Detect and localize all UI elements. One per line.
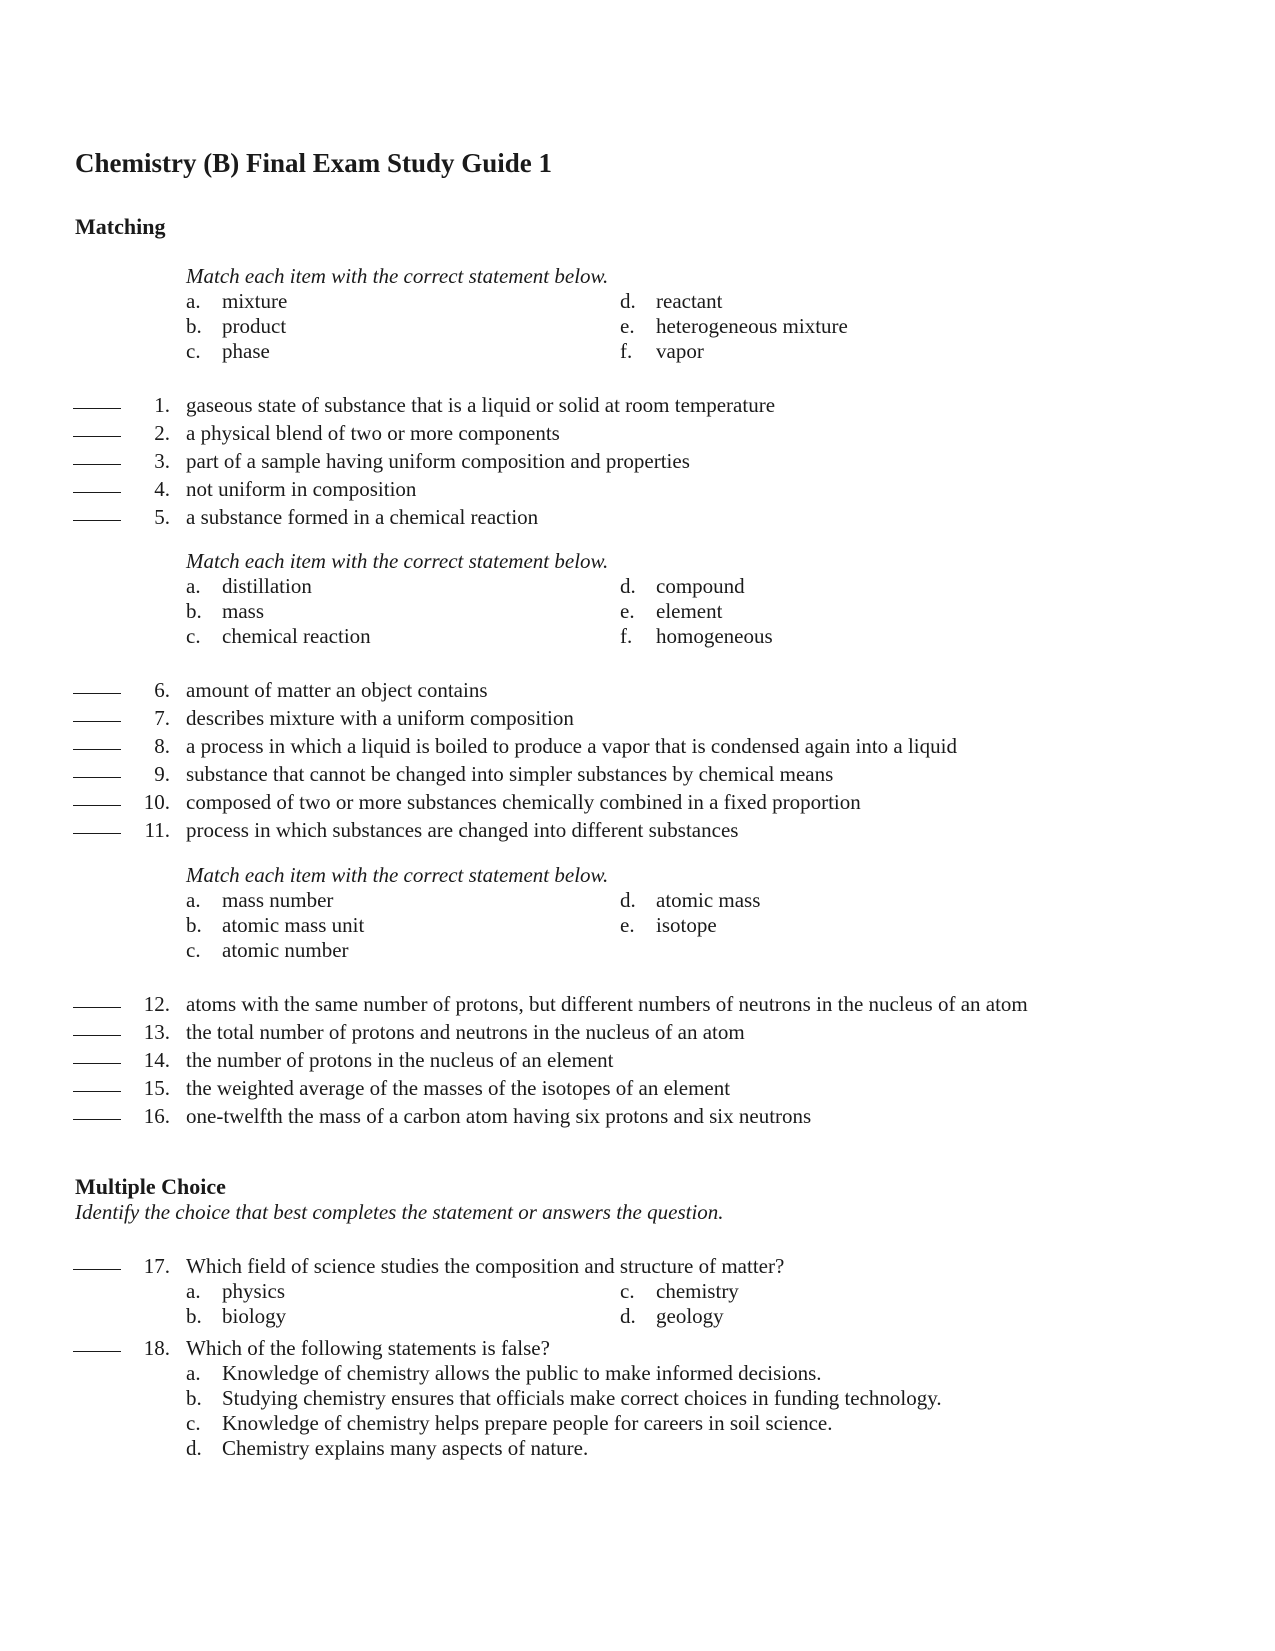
option-letter: d. bbox=[620, 888, 636, 912]
option-letter: d. bbox=[620, 1304, 636, 1328]
question-text: Which of the following statements is false? bbox=[186, 1336, 550, 1360]
question-text: composed of two or more substances chemically combined in a fixed proportion bbox=[186, 790, 861, 814]
option-text: atomic mass bbox=[656, 888, 761, 912]
option-letter: b. bbox=[186, 1386, 202, 1410]
question-text: the weighted average of the masses of the isotopes of an element bbox=[186, 1076, 731, 1100]
question-row bbox=[0, 1102, 1275, 1130]
question-text: gaseous state of substance that is a liquid or solid at room temperature bbox=[186, 393, 776, 417]
option-text: atomic mass unit bbox=[222, 913, 365, 937]
question-row bbox=[0, 704, 1275, 732]
question-text: process in which substances are changed into different substances bbox=[186, 818, 739, 842]
option-letter: b. bbox=[186, 913, 202, 937]
option-text: physics bbox=[222, 1279, 285, 1303]
option-letter: a. bbox=[186, 1279, 201, 1303]
answer-blank[interactable] bbox=[73, 1063, 121, 1064]
question-text: a process in which a liquid is boiled to produce a vapor that is condensed again into a liquid bbox=[186, 734, 957, 758]
option-text: phase bbox=[222, 339, 270, 363]
option-text: chemical reaction bbox=[222, 624, 371, 648]
question-row bbox=[0, 760, 1275, 788]
option-letter: a. bbox=[186, 1361, 201, 1385]
question-number: 3. bbox=[154, 449, 170, 473]
answer-blank[interactable] bbox=[73, 1007, 121, 1008]
question-row bbox=[0, 990, 1275, 1018]
option-letter: b. bbox=[186, 599, 202, 623]
question-number: 13. bbox=[143, 1020, 170, 1044]
answer-blank[interactable] bbox=[73, 464, 121, 465]
option-letter: d. bbox=[620, 574, 636, 598]
question-row bbox=[0, 788, 1275, 816]
answer-blank[interactable] bbox=[73, 436, 121, 437]
question-row bbox=[0, 391, 1275, 419]
option-letter: c. bbox=[186, 1411, 201, 1435]
question-text: the total number of protons and neutrons in the nucleus of an atom bbox=[186, 1020, 745, 1044]
question-text: part of a sample having uniform composition and properties bbox=[186, 449, 690, 473]
option-letter: a. bbox=[186, 888, 201, 912]
option-text: isotope bbox=[656, 913, 717, 937]
option-letter: d. bbox=[186, 1436, 202, 1460]
option-letter: a. bbox=[186, 289, 201, 313]
question-number: 6. bbox=[154, 678, 170, 702]
option-letter: e. bbox=[620, 913, 635, 937]
multiple-choice-instruction: Identify the choice that best completes the statement or answers the question. bbox=[75, 1200, 724, 1224]
answer-blank[interactable] bbox=[73, 1351, 121, 1352]
answer-blank[interactable] bbox=[73, 520, 121, 521]
option-text: mass number bbox=[222, 888, 334, 912]
option-text: product bbox=[222, 314, 287, 338]
option-letter: f. bbox=[620, 339, 633, 363]
option-letter: e. bbox=[620, 314, 635, 338]
question-number: 16. bbox=[143, 1104, 170, 1128]
option-text: Knowledge of chemistry allows the public to make informed decisions. bbox=[222, 1361, 822, 1385]
question-number: 17. bbox=[143, 1254, 170, 1278]
question-number: 1. bbox=[154, 393, 170, 417]
answer-blank[interactable] bbox=[73, 749, 121, 750]
question-text: amount of matter an object contains bbox=[186, 678, 488, 702]
question-text: Which field of science studies the composition and structure of matter? bbox=[186, 1254, 785, 1278]
answer-blank[interactable] bbox=[73, 1091, 121, 1092]
page-title: Chemistry (B) Final Exam Study Guide 1 bbox=[75, 148, 553, 178]
question-number: 9. bbox=[154, 762, 170, 786]
option-text: heterogeneous mixture bbox=[656, 314, 848, 338]
option-text: reactant bbox=[656, 289, 723, 313]
option-text: Knowledge of chemistry helps prepare people for careers in soil science. bbox=[222, 1411, 833, 1435]
answer-blank[interactable] bbox=[73, 777, 121, 778]
question-row bbox=[0, 475, 1275, 503]
question-number: 15. bbox=[143, 1076, 170, 1100]
matching-heading: Matching bbox=[75, 214, 166, 239]
option-text: geology bbox=[656, 1304, 724, 1328]
question-number: 14. bbox=[143, 1048, 170, 1072]
matching-instruction: Match each item with the correct statement below. bbox=[186, 549, 609, 573]
question-number: 5. bbox=[154, 505, 170, 529]
option-letter: b. bbox=[186, 314, 202, 338]
option-letter: e. bbox=[620, 599, 635, 623]
option-letter: c. bbox=[186, 339, 201, 363]
option-letter: d. bbox=[620, 289, 636, 313]
answer-blank[interactable] bbox=[73, 833, 121, 834]
question-row bbox=[0, 447, 1275, 475]
question-row bbox=[0, 676, 1275, 704]
option-text: Chemistry explains many aspects of nature. bbox=[222, 1436, 589, 1460]
option-text: Studying chemistry ensures that officials make correct choices in funding technology. bbox=[222, 1386, 942, 1410]
question-text: atoms with the same number of protons, but different numbers of neutrons in the nucleus of an atom bbox=[186, 992, 1028, 1016]
option-text: distillation bbox=[222, 574, 312, 598]
option-text: mass bbox=[222, 599, 264, 623]
answer-blank[interactable] bbox=[73, 1269, 121, 1270]
question-number: 12. bbox=[143, 992, 170, 1016]
answer-blank[interactable] bbox=[73, 408, 121, 409]
answer-blank[interactable] bbox=[73, 805, 121, 806]
question-row bbox=[0, 1334, 1275, 1362]
question-text: the number of protons in the nucleus of an element bbox=[186, 1048, 614, 1072]
question-number: 10. bbox=[143, 790, 170, 814]
question-number: 4. bbox=[154, 477, 170, 501]
option-text: compound bbox=[656, 574, 745, 598]
question-row bbox=[0, 1046, 1275, 1074]
option-letter: a. bbox=[186, 574, 201, 598]
question-number: 7. bbox=[154, 706, 170, 730]
option-text: element bbox=[656, 599, 723, 623]
option-text: vapor bbox=[656, 339, 704, 363]
question-text: not uniform in composition bbox=[186, 477, 417, 501]
question-row bbox=[0, 419, 1275, 447]
question-text: substance that cannot be changed into simpler substances by chemical means bbox=[186, 762, 834, 786]
question-text: a physical blend of two or more components bbox=[186, 421, 560, 445]
question-row bbox=[0, 1252, 1275, 1280]
question-number: 8. bbox=[154, 734, 170, 758]
answer-blank[interactable] bbox=[73, 492, 121, 493]
answer-blank[interactable] bbox=[73, 1119, 121, 1120]
question-text: a substance formed in a chemical reaction bbox=[186, 505, 539, 529]
question-row bbox=[0, 732, 1275, 760]
answer-blank[interactable] bbox=[73, 693, 121, 694]
question-number: 18. bbox=[143, 1336, 170, 1360]
question-row bbox=[0, 1018, 1275, 1046]
multiple-choice-heading: Multiple Choice bbox=[75, 1174, 226, 1199]
option-text: homogeneous bbox=[656, 624, 773, 648]
option-text: chemistry bbox=[656, 1279, 739, 1303]
answer-blank[interactable] bbox=[73, 721, 121, 722]
option-text: atomic number bbox=[222, 938, 349, 962]
matching-instruction: Match each item with the correct statement below. bbox=[186, 863, 609, 887]
question-row bbox=[0, 503, 1275, 531]
question-text: one-twelfth the mass of a carbon atom having six protons and six neutrons bbox=[186, 1104, 812, 1128]
matching-instruction: Match each item with the correct statement below. bbox=[186, 264, 609, 288]
question-number: 11. bbox=[144, 818, 170, 842]
question-row bbox=[0, 816, 1275, 844]
option-text: biology bbox=[222, 1304, 287, 1328]
option-letter: b. bbox=[186, 1304, 202, 1328]
question-text: describes mixture with a uniform composition bbox=[186, 706, 574, 730]
answer-blank[interactable] bbox=[73, 1035, 121, 1036]
option-letter: f. bbox=[620, 624, 633, 648]
option-letter: c. bbox=[186, 938, 201, 962]
question-number: 2. bbox=[154, 421, 170, 445]
option-letter: c. bbox=[186, 624, 201, 648]
question-row bbox=[0, 1074, 1275, 1102]
option-letter: c. bbox=[620, 1279, 635, 1303]
option-text: mixture bbox=[222, 289, 288, 313]
